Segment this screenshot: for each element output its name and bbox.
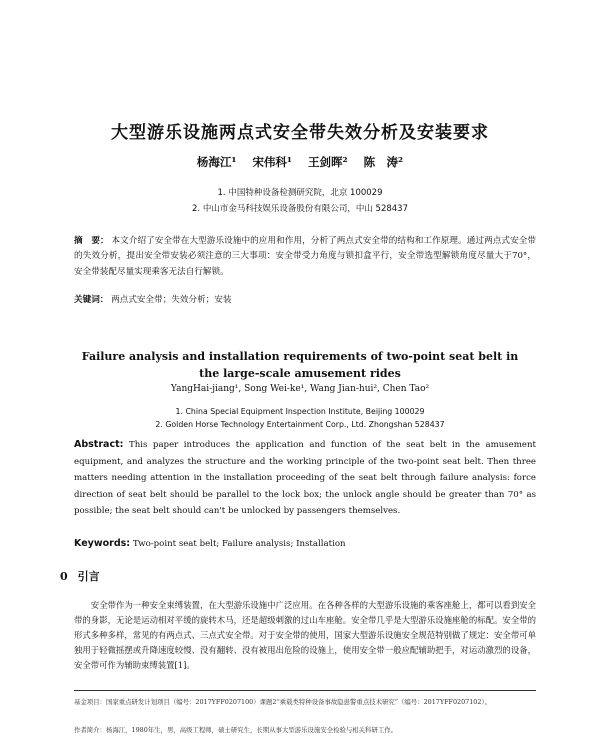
author-name: 陈 涛² <box>363 155 404 169</box>
section-number: 0 <box>60 570 68 583</box>
section-heading <box>60 568 100 584</box>
abstract-text-en: This paper introduces the application and function of the seat belt in the amusement equipment, and analyzes the structure and the working principle of the two-point seat belt. Then three matters needing attention in the installation proceeding of the seat belt through failure analysis: force direction of seat belt should be parallel to the lock box; the unlock angle should be greater than 70° as possible; the seat belt should can't be unlocked by passengers themselves. <box>74 440 536 517</box>
paper-title-en <box>0 348 600 382</box>
title-en-line-1: Failure analysis and installation requirements of two-point seat belt in <box>81 350 519 363</box>
author-name: 宋伟科¹ <box>252 155 292 169</box>
keywords-label-en: Keywords: <box>74 538 131 549</box>
keywords-text-en: Two-point seat belt; Failure analysis; Installation <box>132 539 346 549</box>
author-list-cn <box>0 154 600 170</box>
abstract-label-en: Abstract: <box>74 439 124 450</box>
abstract-en <box>74 436 536 519</box>
keywords-label-cn: 关键词： <box>74 295 109 305</box>
footnote-author-bio: 作者简介：杨海江，1980年生，男，高级工程师，硕士研究生，长期从事大型游乐设施安全检验与相关科研工作。 <box>74 726 398 734</box>
keywords-cn <box>74 293 231 305</box>
keywords-en <box>74 538 346 549</box>
title-en-line-2: the large-scale amusement rides <box>199 367 401 381</box>
affiliation-en-2: 2. Golden Horse Technology Entertainment Corp., Ltd. Zhongshan 528437 <box>155 420 445 429</box>
affiliation-en-1: 1. China Special Equipment Inspection Institute, Beijing 100029 <box>175 407 425 416</box>
author-name: 杨海江¹ <box>196 155 237 169</box>
footnote-divider <box>74 690 536 691</box>
affiliation-cn-1: 1. 中国特种设备检测研究院，北京 100029 <box>217 188 383 198</box>
affiliation-cn-2: 2. 中山市金马科技娱乐设备股份有限公司，中山 528437 <box>192 204 408 214</box>
author-name: 王剑晖² <box>308 155 348 169</box>
paper-title-cn: 大型游乐设施两点式安全带失效分析及安装要求 <box>111 123 489 143</box>
section-title: 引言 <box>77 570 100 583</box>
intro-paragraph: 安全带作为一种安全束缚装置，在大型游乐设施中广泛应用。在各种各样的大型游乐设施的乘客座舱上，都可以看到安全带的身影，无论是运动相对平缓的旋转木马，还是超级刺激的过山车座舱。安全带几乎是大型游乐设施座舱的标配。安全带的形式多种多样，常见的有两点式、三点式安全带。对于安全带的使用，国家大型游乐设施安全规范特别做了规定：安全带可单独用于轻微摇摆或升降速度较慢、没有翻转、没有被甩出危险的设施上，使用安全带一般应配辅助把手，对运动激烈的设备，安全带可作为辅助束缚装置[1]。 <box>74 600 536 670</box>
author-list-en: YangHai-jiang¹, Song Wei-ke¹, Wang Jian-hui², Chen Tao² <box>170 384 430 394</box>
abstract-text-cn: 本文介绍了安全带在大型游乐设施中的应用和作用，分析了两点式安全带的结构和工作原理。通过两点式安全带的失效分析，提出安全带安装必须注意的三大事项：安全带受力角度与锁扣盒平行，安全带选型解锁角度尽量大于70°，安全带装配尽量实现乘客无法自行解锁。 <box>74 236 536 277</box>
keywords-text-cn: 两点式安全带；失效分析；安装 <box>111 295 232 305</box>
footnote-funding: 基金项目：国家重点研发计划项目（编号：2017YFF0207100）课题2“乘载类特种设备事故隐患警重点技术研究”（编号：2017YFF0207102）。 <box>74 698 491 706</box>
abstract-cn <box>74 234 536 280</box>
abstract-label-cn: 摘 要： <box>74 236 109 246</box>
